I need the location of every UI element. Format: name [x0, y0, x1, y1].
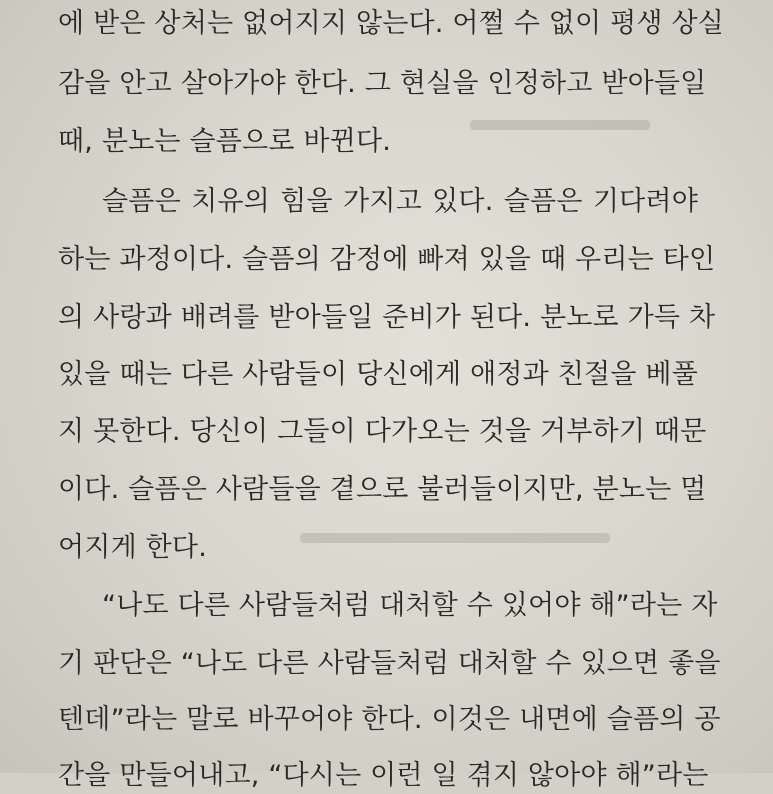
text-line: 때, 분노는 슬픔으로 바뀐다.	[58, 126, 392, 157]
text-line: “나도 다른 사람들처럼 대처할 수 있어야 해”라는 자	[102, 590, 718, 621]
text-line: 있을 때는 다른 사람들이 당신에게 애정과 친절을 베풀	[58, 359, 698, 390]
text-line: 간을 만들어내고, “다시는 이런 일 겪지 않아야 해”라는	[58, 760, 709, 791]
text-line: 의 사랑과 배려를 받아들일 준비가 된다. 분노로 가득 차	[58, 302, 716, 333]
text-line: 텐데”라는 말로 바꾸어야 한다. 이것은 내면에 슬픔의 공	[58, 704, 721, 735]
text-line: 감을 안고 살아가야 한다. 그 현실을 인정하고 받아들일	[58, 68, 707, 99]
text-line: 지 못한다. 당신이 그들이 다가오는 것을 거부하기 때문	[58, 416, 707, 447]
text-line: 어지게 한다.	[58, 532, 207, 563]
text-line: 기 판단은 “나도 다른 사람들처럼 대처할 수 있으면 좋을	[58, 648, 721, 679]
text-line: 슬픔은 치유의 힘을 가지고 있다. 슬픔은 기다려야	[102, 186, 698, 217]
text-line: 에 받은 상처는 없어지지 않는다. 어쩔 수 없이 평생 상실	[58, 8, 725, 39]
text-line: 이다. 슬픔은 사람들을 곁으로 불러들이지만, 분노는 멀	[58, 474, 707, 505]
text-line: 하는 과정이다. 슬픔의 감정에 빠져 있을 때 우리는 타인	[58, 244, 716, 275]
